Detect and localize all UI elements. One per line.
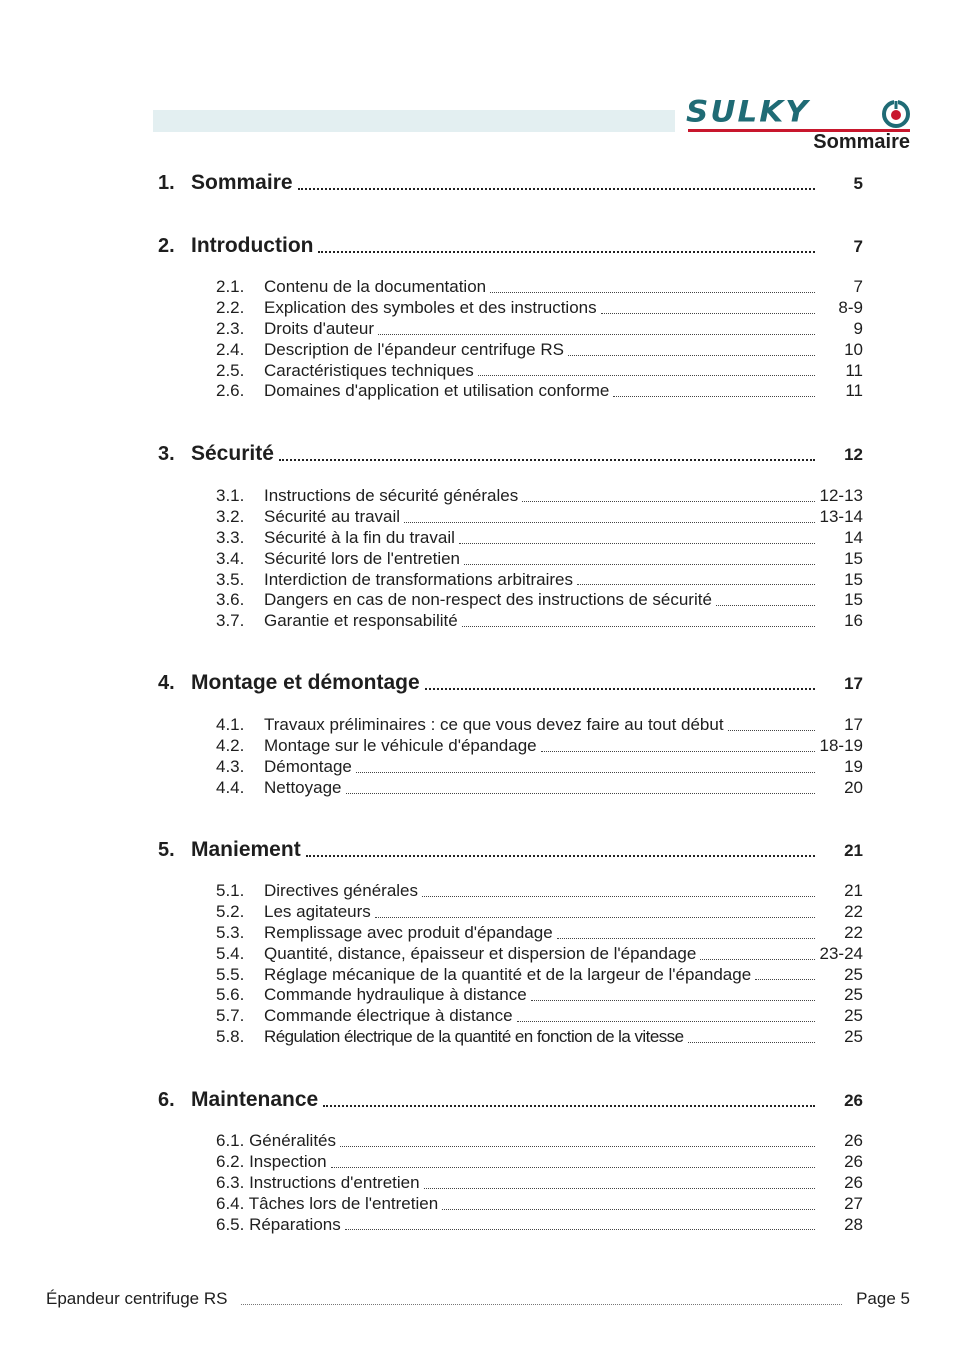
entry-title: Interdiction de transformations arbitraires bbox=[264, 569, 573, 589]
toc-entry[interactable] bbox=[216, 1006, 863, 1027]
logo-text: SULKY bbox=[686, 94, 810, 130]
dot-leader bbox=[601, 313, 815, 314]
page-title: Sommaire bbox=[813, 131, 910, 153]
entry-number: 4.4. bbox=[216, 777, 245, 797]
entry-title: Montage sur le véhicule d'épandage bbox=[264, 735, 537, 755]
page-footer bbox=[46, 1287, 910, 1311]
toc-entry[interactable] bbox=[216, 1027, 863, 1048]
toc-entry[interactable] bbox=[216, 570, 863, 591]
dot-leader bbox=[700, 959, 815, 960]
entry-title: Dangers en cas de non-respect des instructions de sécurité bbox=[264, 590, 712, 610]
toc-entry[interactable] bbox=[216, 1194, 863, 1215]
logo-seed-icon bbox=[882, 100, 910, 128]
toc-entry[interactable] bbox=[216, 277, 863, 298]
toc-entry[interactable] bbox=[216, 881, 863, 902]
section-title: Introduction bbox=[191, 234, 314, 257]
footer-page-label: Page bbox=[856, 1289, 896, 1308]
entry-page: 20 bbox=[844, 777, 863, 797]
dot-leader bbox=[541, 751, 815, 752]
section-page: 7 bbox=[853, 237, 863, 256]
dot-leader bbox=[340, 1146, 815, 1147]
toc-entries-introduction bbox=[216, 277, 863, 402]
entry-page: 14 bbox=[844, 527, 863, 547]
toc-section-montage[interactable] bbox=[158, 669, 863, 697]
section-page: 21 bbox=[844, 841, 863, 860]
toc-entry[interactable] bbox=[216, 923, 863, 944]
toc-entries-securite bbox=[216, 486, 863, 632]
entry-number: 3.1. bbox=[216, 486, 245, 505]
toc-entry[interactable] bbox=[216, 902, 863, 923]
entry-title: Démontage bbox=[264, 756, 352, 776]
toc-entry[interactable] bbox=[216, 549, 863, 570]
entry-title: Remplissage avec produit d'épandage bbox=[264, 922, 553, 942]
entry-page: 28 bbox=[844, 1214, 863, 1234]
toc-entry[interactable] bbox=[216, 1215, 863, 1236]
toc-entry[interactable] bbox=[216, 611, 863, 632]
toc-entry[interactable] bbox=[216, 319, 863, 340]
toc-entry[interactable] bbox=[216, 965, 863, 986]
dot-leader bbox=[464, 564, 815, 565]
dot-leader bbox=[531, 1000, 815, 1001]
entry-number: 5.4. bbox=[216, 943, 245, 963]
entry-page: 27 bbox=[844, 1193, 863, 1213]
header-band bbox=[153, 110, 675, 132]
toc-entry[interactable] bbox=[216, 528, 863, 549]
entry-number: 4.2. bbox=[216, 735, 245, 755]
dot-leader bbox=[716, 605, 815, 606]
entry-title: Sécurité lors de l'entretien bbox=[264, 548, 461, 568]
dot-leader bbox=[755, 979, 815, 980]
entry-page: 18-19 bbox=[819, 735, 863, 755]
toc-entry[interactable] bbox=[216, 1152, 863, 1173]
entry-page: 11 bbox=[845, 360, 863, 380]
entry-number: 3.6. bbox=[216, 590, 245, 610]
entry-title: Sécurité à la fin du travail bbox=[264, 527, 455, 547]
entry-page: 26 bbox=[844, 1131, 863, 1150]
entry-number: 2.5. bbox=[216, 360, 245, 380]
dot-leader bbox=[356, 772, 815, 773]
entry-number: 2.2. bbox=[216, 297, 245, 317]
dot-leader bbox=[306, 853, 815, 857]
entry-number: 2.1. bbox=[216, 277, 245, 296]
entry-title: Les agitateurs bbox=[264, 901, 371, 921]
entry-page: 8-9 bbox=[838, 297, 863, 317]
entry-title: Description de l'épandeur centrifuge RS bbox=[264, 339, 564, 359]
dot-leader bbox=[425, 686, 815, 690]
entry-page: 22 bbox=[844, 922, 863, 942]
entry-title: 6.1. Généralités bbox=[216, 1131, 337, 1150]
toc-entry[interactable] bbox=[216, 944, 863, 965]
entry-page: 15 bbox=[844, 569, 863, 589]
entry-number: 3.5. bbox=[216, 569, 245, 589]
section-number: 6. bbox=[158, 1089, 175, 1111]
entry-number: 2.3. bbox=[216, 318, 245, 338]
entry-page: 25 bbox=[844, 1006, 863, 1026]
dot-leader bbox=[577, 584, 815, 585]
toc-entries-montage bbox=[216, 715, 863, 799]
section-number: 2. bbox=[158, 235, 175, 257]
dot-leader bbox=[424, 1188, 815, 1189]
entry-title: 6.3. Instructions d'entretien bbox=[216, 1172, 420, 1192]
toc-section-sommaire[interactable] bbox=[158, 169, 863, 197]
dot-leader bbox=[517, 1021, 815, 1022]
entry-title: Directives générales bbox=[264, 881, 419, 900]
entry-page: 26 bbox=[844, 1172, 863, 1192]
dot-leader bbox=[490, 292, 815, 293]
dot-leader bbox=[331, 1167, 815, 1168]
entry-page: 17 bbox=[844, 715, 863, 734]
entry-number: 4.3. bbox=[216, 756, 245, 776]
section-number: 4. bbox=[158, 672, 175, 694]
entry-title: Instructions de sécurité générales bbox=[264, 486, 519, 505]
section-title: Sécurité bbox=[191, 442, 274, 465]
entry-number: 5.6. bbox=[216, 985, 245, 1005]
entry-title: Garantie et responsabilité bbox=[264, 611, 458, 631]
toc-entries-maniement bbox=[216, 881, 863, 1048]
dot-leader bbox=[568, 355, 815, 356]
dot-leader bbox=[462, 626, 815, 627]
section-page: 26 bbox=[844, 1091, 863, 1110]
dot-leader bbox=[375, 917, 815, 918]
entry-title: Commande hydraulique à distance bbox=[264, 985, 527, 1005]
dot-leader bbox=[298, 186, 815, 190]
entry-page: 10 bbox=[844, 339, 863, 359]
entry-page: 25 bbox=[844, 964, 863, 984]
dot-leader bbox=[442, 1209, 815, 1210]
dot-leader bbox=[318, 249, 815, 253]
dot-leader bbox=[422, 896, 815, 897]
section-number: 1. bbox=[158, 172, 175, 194]
entry-page: 15 bbox=[844, 590, 863, 610]
toc-section-securite[interactable] bbox=[158, 440, 863, 468]
entry-page: 11 bbox=[845, 381, 863, 401]
entry-title: Droits d'auteur bbox=[264, 318, 375, 338]
toc-entry[interactable] bbox=[216, 715, 863, 736]
section-number: 3. bbox=[158, 443, 175, 465]
entry-number: 3.2. bbox=[216, 506, 245, 526]
entry-number: 3.3. bbox=[216, 527, 245, 547]
entry-title: Contenu de la documentation bbox=[264, 277, 487, 296]
entry-number: 5.7. bbox=[216, 1006, 245, 1026]
footer-document-title: Épandeur centrifuge RS bbox=[46, 1289, 228, 1308]
dot-leader bbox=[404, 522, 815, 523]
toc-section-maintenance[interactable] bbox=[158, 1086, 863, 1114]
toc-entry[interactable] bbox=[216, 757, 863, 778]
entry-page: 15 bbox=[844, 548, 863, 568]
section-title: Maintenance bbox=[191, 1088, 319, 1111]
entry-title: Travaux préliminaires : ce que vous devez faire au tout début bbox=[264, 715, 724, 734]
toc-entry[interactable] bbox=[216, 381, 863, 402]
entry-title: Régulation électrique de la quantité en fonction de la vitesse bbox=[264, 1027, 684, 1047]
toc-entry[interactable] bbox=[216, 507, 863, 528]
entry-title: Quantité, distance, épaisseur et dispersion de l'épandage bbox=[264, 943, 697, 963]
toc-entry[interactable] bbox=[216, 985, 863, 1006]
toc-section-introduction[interactable] bbox=[158, 232, 863, 260]
entry-page: 22 bbox=[844, 901, 863, 921]
entry-number: 5.1. bbox=[216, 881, 245, 900]
entry-number: 5.3. bbox=[216, 922, 245, 942]
dot-leader bbox=[378, 334, 815, 335]
toc-section-maniement[interactable] bbox=[158, 836, 863, 864]
entry-title: Nettoyage bbox=[264, 777, 342, 797]
toc-entries-maintenance bbox=[216, 1131, 863, 1235]
toc-entry[interactable] bbox=[216, 1131, 863, 1152]
toc-entry[interactable] bbox=[216, 736, 863, 757]
dot-leader bbox=[613, 396, 815, 397]
entry-title: Sécurité au travail bbox=[264, 506, 401, 526]
entry-number: 3.4. bbox=[216, 548, 245, 568]
entry-page: 23-24 bbox=[819, 943, 863, 963]
entry-title: Explication des symboles et des instructions bbox=[264, 297, 597, 317]
section-page: 5 bbox=[853, 174, 863, 193]
section-title: Montage et démontage bbox=[191, 671, 420, 694]
entry-page: 25 bbox=[844, 1027, 863, 1047]
dot-leader bbox=[688, 1042, 815, 1043]
dot-leader bbox=[459, 543, 815, 544]
section-number: 5. bbox=[158, 839, 175, 861]
entry-page: 25 bbox=[844, 985, 863, 1005]
footer-page-number: 5 bbox=[900, 1289, 910, 1308]
entry-title: 6.2. Inspection bbox=[216, 1151, 327, 1171]
footer-dot-leader bbox=[241, 1304, 842, 1305]
toc-entry[interactable] bbox=[216, 1173, 863, 1194]
toc-entry[interactable] bbox=[216, 298, 863, 319]
sulky-logo bbox=[686, 94, 914, 134]
dot-leader bbox=[557, 938, 815, 939]
entry-number: 2.4. bbox=[216, 339, 245, 359]
section-title: Sommaire bbox=[191, 171, 293, 194]
entry-title: Caractéristiques techniques bbox=[264, 360, 474, 380]
entry-number: 5.5. bbox=[216, 964, 245, 984]
entry-number: 5.2. bbox=[216, 901, 245, 921]
dot-leader bbox=[346, 793, 816, 794]
entry-number: 4.1. bbox=[216, 715, 245, 734]
entry-title: 6.5. Réparations bbox=[216, 1214, 341, 1234]
toc-entry[interactable] bbox=[216, 486, 863, 507]
entry-page: 12-13 bbox=[819, 486, 863, 505]
toc-entry[interactable] bbox=[216, 361, 863, 382]
entry-title: Commande électrique à distance bbox=[264, 1006, 513, 1026]
dot-leader bbox=[728, 730, 815, 731]
entry-number: 2.6. bbox=[216, 381, 245, 401]
dot-leader bbox=[323, 1103, 815, 1107]
toc-entry[interactable] bbox=[216, 340, 863, 361]
entry-page: 26 bbox=[844, 1151, 863, 1171]
dot-leader bbox=[279, 457, 815, 461]
entry-page: 9 bbox=[853, 318, 863, 338]
entry-page: 21 bbox=[844, 881, 863, 900]
dot-leader bbox=[345, 1229, 815, 1230]
toc-entry[interactable] bbox=[216, 590, 863, 611]
section-page: 12 bbox=[844, 445, 863, 464]
entry-page: 19 bbox=[844, 756, 863, 776]
entry-number: 3.7. bbox=[216, 611, 245, 631]
section-page: 17 bbox=[844, 674, 863, 693]
entry-page: 16 bbox=[844, 611, 863, 631]
section-title: Maniement bbox=[191, 838, 301, 861]
dot-leader bbox=[478, 375, 815, 376]
entry-page: 7 bbox=[853, 277, 863, 296]
entry-page: 13-14 bbox=[819, 506, 863, 526]
entry-title: Domaines d'application et utilisation conforme bbox=[264, 381, 610, 401]
entry-title: Réglage mécanique de la quantité et de la largeur de l'épandage bbox=[264, 964, 752, 984]
entry-title: 6.4. Tâches lors de l'entretien bbox=[216, 1193, 439, 1213]
entry-number: 5.8. bbox=[216, 1027, 245, 1047]
toc-entry[interactable] bbox=[216, 778, 863, 799]
dot-leader bbox=[522, 501, 815, 502]
